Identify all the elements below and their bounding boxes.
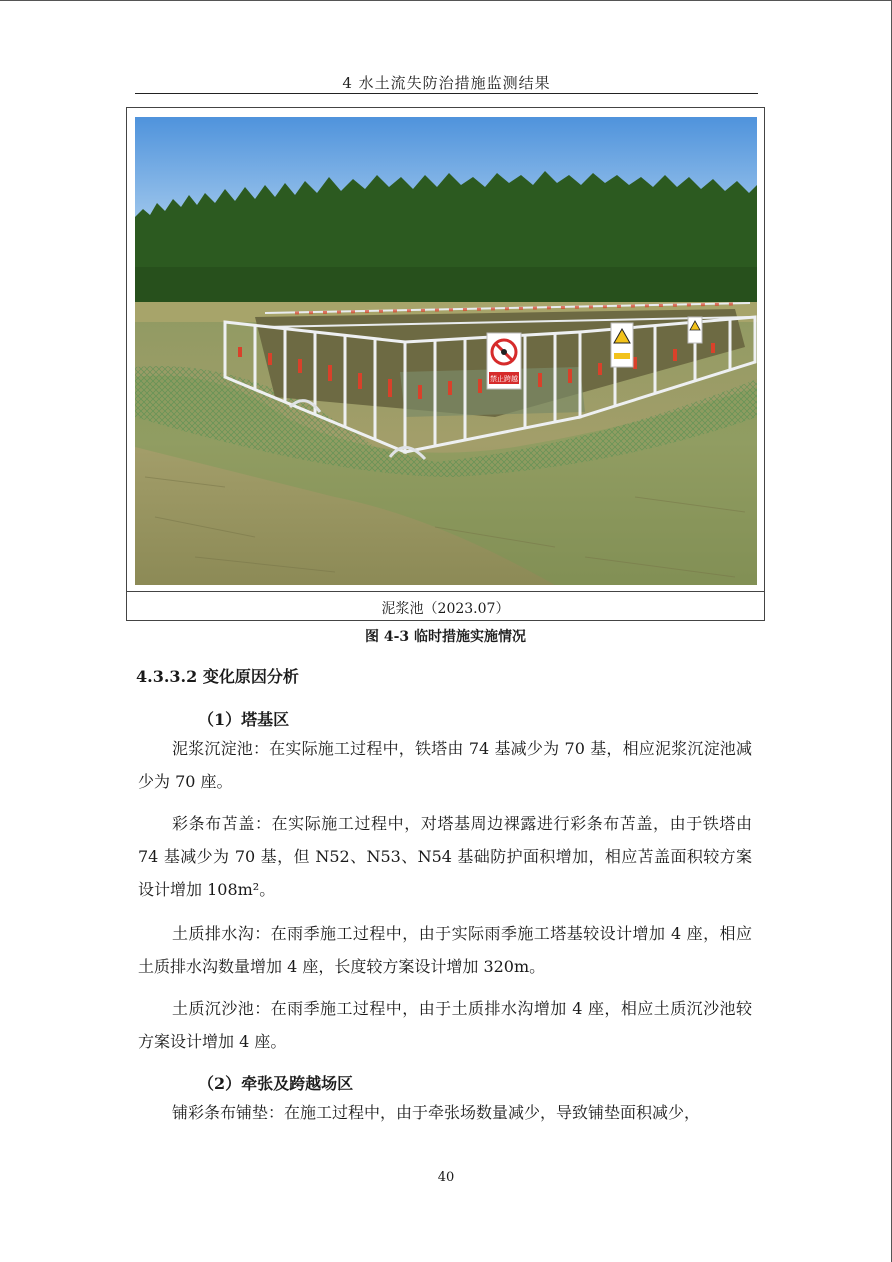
page-frame-top (0, 0, 892, 1)
running-header: 4 水土流失防治措施监测结果 (342, 74, 551, 92)
mud-pit-photo (135, 117, 757, 585)
subsection-heading-tension-area: （2）牵张及跨越场区 (198, 1074, 354, 1093)
photo-caption: 泥浆池（2023.07） (381, 601, 510, 617)
subsection-heading-tower-base: （1）塔基区 (198, 710, 290, 729)
paragraph-mud-pit: 泥浆沉淀池：在实际施工过程中，铁塔由 74 基减少为 70 基，相应泥浆沉淀池减少为 70 座。 (138, 739, 752, 791)
no-crossing-sign (487, 333, 521, 389)
sign-text: 禁止跨越 (490, 375, 518, 383)
header-rule (135, 93, 758, 94)
figure-title: 图 4-3 临时措施实施情况 (364, 629, 527, 645)
figure-caption-divider (126, 591, 765, 592)
page-number: 40 (437, 1170, 455, 1185)
paragraph-sedimentation-pond: 土质沉沙池：在雨季施工过程中，由于土质排水沟增加 4 座，相应土质沉沙池较方案设计增加 4 座。 (138, 999, 752, 1051)
paragraph-tarp-lining: 铺彩条布铺垫：在施工过程中，由于牵张场数量减少，导致铺垫面积减少， (172, 1103, 701, 1122)
paragraph-drainage-ditch: 土质排水沟：在雨季施工过程中，由于实际雨季施工塔基较设计增加 4 座，相应土质排水沟数量增加 4 座，长度较方案设计增加 320m。 (138, 924, 752, 976)
warning-sign-small (688, 317, 702, 343)
paragraph-tarp-cover: 彩条布苫盖：在实际施工过程中，对塔基周边裸露进行彩条布苫盖，由于铁塔由 74 基减少为 70 基，但 N52、N53、N54 基础防护面积增加，相应苫盖面积较方案设计增加 108m²。 (138, 814, 752, 899)
warning-sign (611, 323, 633, 367)
section-heading: 4.3.3.2 变化原因分析 (136, 667, 299, 686)
